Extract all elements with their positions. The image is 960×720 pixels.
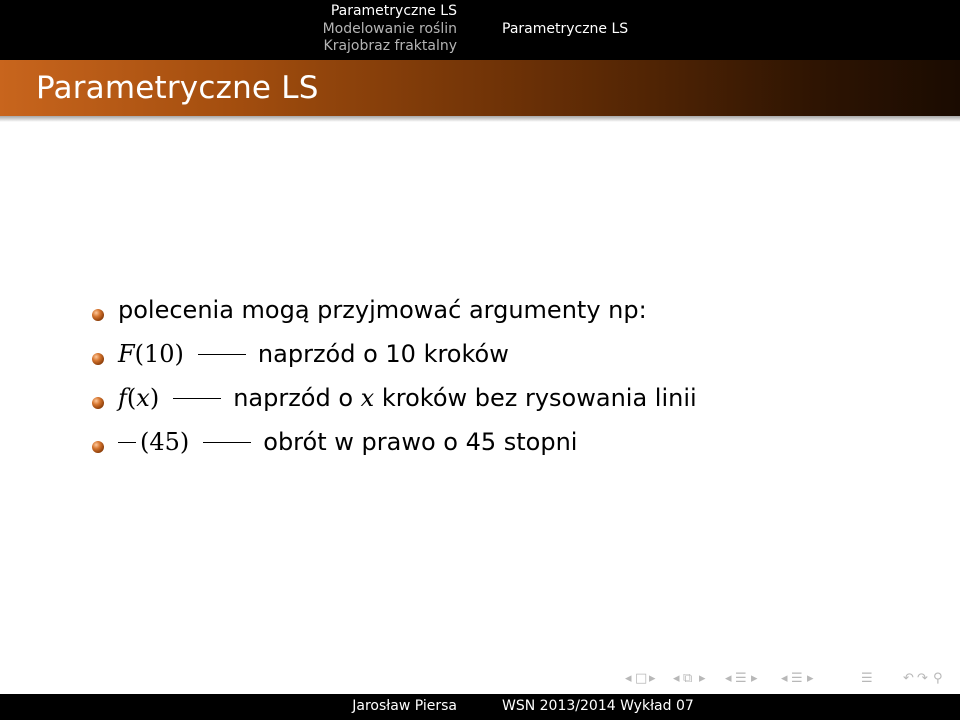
section-link-modelowanie-roslin[interactable]: Modelowanie roślin — [322, 21, 457, 37]
item-content — [118, 340, 509, 368]
footer-left-panel — [0, 694, 480, 720]
subsection-forward-arrow-icon[interactable]: ▸ — [699, 671, 706, 686]
frame-nav-icon[interactable]: □ — [635, 671, 648, 686]
subsection-back-arrow-icon[interactable]: ◂ — [673, 671, 680, 686]
bullet-icon — [92, 353, 104, 365]
item-content — [118, 428, 577, 456]
item-text-after: kroków bez rysowania linii — [374, 384, 697, 412]
subsection-link-parametryczne-ls[interactable]: Parametryczne LS — [502, 21, 629, 37]
footer-right-panel — [480, 694, 960, 720]
bullet-icon — [92, 441, 104, 453]
em-dash — [198, 354, 246, 355]
section-link-krajobraz-fraktalny[interactable]: Krajobraz fraktalny — [323, 38, 457, 54]
presentation-back-arrow-icon[interactable]: ◂ — [781, 671, 788, 686]
frame-title: Parametryczne LS — [36, 70, 319, 106]
math-symbol: (45) — [118, 428, 189, 456]
search-icon[interactable]: ⚲ — [933, 671, 943, 686]
item-content — [118, 384, 697, 412]
math-variable: x — [360, 384, 375, 412]
item-text: naprzód o 10 kroków — [257, 340, 509, 368]
presentation-forward-arrow-icon[interactable]: ▸ — [807, 671, 814, 686]
bullet-icon — [92, 397, 104, 409]
section-link-parametryczne-ls[interactable]: Parametryczne LS — [330, 3, 457, 19]
math-symbol: F(10) — [118, 340, 184, 368]
minus-sign — [118, 442, 136, 443]
math-symbol: f(x) — [118, 384, 160, 412]
section-nav-icon[interactable]: ☰ — [735, 671, 747, 686]
item-text: polecenia mogą przyjmować argumenty np: — [118, 296, 647, 324]
em-dash — [203, 442, 251, 443]
em-dash — [173, 398, 221, 399]
navigation-symbols — [625, 669, 955, 691]
item-text-before: naprzód o — [233, 384, 361, 412]
footer-bar — [0, 694, 960, 720]
forward-icon[interactable]: ↷ — [917, 671, 928, 686]
presentation-nav-icon[interactable]: ☰ — [791, 671, 803, 686]
subsection-nav-icon[interactable]: ⧉ — [683, 671, 693, 686]
footer-institute: WSN 2013/2014 Wykład 07 — [502, 698, 694, 714]
appendix-nav-icon[interactable]: ☰ — [861, 671, 873, 686]
bullet-icon — [92, 309, 104, 321]
item-text: obrót w prawo o 45 stopni — [263, 428, 578, 456]
frame-forward-arrow-icon[interactable]: ▸ — [649, 671, 656, 686]
frame-back-arrow-icon[interactable]: ◂ — [625, 671, 632, 686]
section-forward-arrow-icon[interactable]: ▸ — [751, 671, 758, 686]
back-icon[interactable]: ↶ — [903, 671, 914, 686]
footer-author: Jarosław Piersa — [352, 698, 457, 714]
section-back-arrow-icon[interactable]: ◂ — [725, 671, 732, 686]
